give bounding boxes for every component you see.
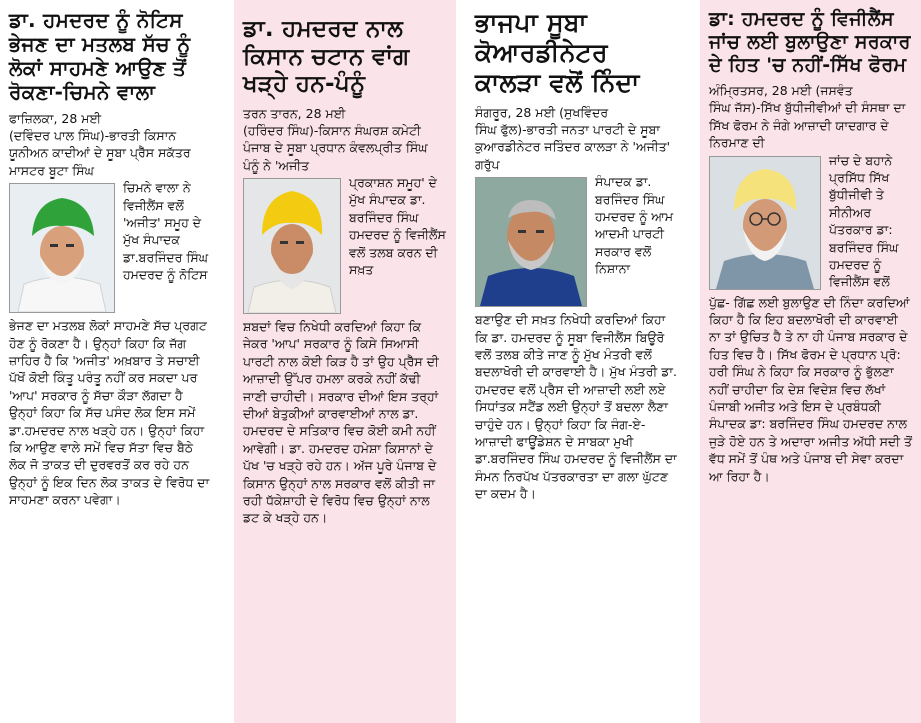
article-3-body: ਬਣਾਉਣ ਦੀ ਸਖ਼ਤ ਨਿਖੇਧੀ ਕਰਦਿਆਂ ਕਿਹਾ ਕਿ ਡਾ. ਹਮਦਰਦ ਨੂੰ ਸੂਬਾ ਵਿਜੀਲੈਂਸ ਬਿਊਰੋ ਵਲੋਂ ਤਲਬ ਕੀਤੇ ਜਾਣ ਨੂੰ ਮੁੱਖ ਮੰਤਰੀ ਵਲੋਂ ਬਦਲਾਖੋਰੀ ਦੀ ਕਾਰਵਾਈ ਹੈ। ਮੁੱਖ ਮੰਤਰੀ ਡਾ. ਹਮਦਰਦ ਵਲੋਂ ਪ੍ਰੈਸ ਦੀ ਆਜ਼ਾਦੀ ਲਈ ਲਏ ਸਿਧਾਂਤਕ ਸਟੈਂਡ ਲਈ ਉਨ੍ਹਾਂ ਤੋਂ ਬਦਲਾ ਲੈਣਾ ਚਾਹੁੰਦੇ ਹਨ। ਉਨ੍ਹਾਂ ਕਿਹਾ ਕਿ ਜੰਗ-ਏ-ਆਜ਼ਾਦੀ ਫਾਊਂਡੇਸ਼ਨ ਦੇ ਸਾਬਕਾ ਮੁਖੀ ਡਾ.ਬਰਜਿੰਦਰ ਸਿੰਘ ਹਮਦਰਦ ਨੂੰ ਵਿਜੀਲੈਂਸ ਦਾ ਸੰਮਨ ਨਿਰਪੱਖ ਪੱਤਰਕਾਰਤਾ ਦਾ ਗਲਾ ਘੁੱਟਣ ਦਾ ਕਦਮ ਹੈ। — [475, 312, 677, 502]
article-1-dateline: ਫਾਜ਼ਿਲਕਾ, 28 ਮਈ — [9, 111, 102, 126]
article-2 — [234, 0, 456, 723]
article-1 — [0, 0, 222, 723]
article-3-intro: ਸਿੰਘ ਫੁੱਲ)-ਭਾਰਤੀ ਜਨਤਾ ਪਾਰਟੀ ਦੇ ਸੂਬਾ ਕੁਆਰਡੀਨੇਟਰ ਜਤਿੰਦਰ ਕਾਲੜਾ ਨੇ 'ਅਜੀਤ' ਗਰੁੱਪ — [475, 122, 671, 172]
article-4 — [700, 0, 921, 723]
article-3-headline: ਭਾਜਪਾ ਸੂਬਾ ਕੋਆਰਡੀਨੇਟਰ ਕਾਲੜਾ ਵਲੋਂ ਨਿੰਦਾ — [475, 8, 640, 97]
article-2-headline: ਡਾ. ਹਮਦਰਦ ਨਾਲ ਕਿਸਾਨ ਚਟਾਨ ਵਾਂਗ ਖੜ੍ਹੇ ਹਨ-ਪੰਨੂੰ — [243, 16, 410, 98]
article-1-beside-photo: ਚਿਮਨੇ ਵਾਲਾ ਨੇ ਵਿਜੀਲੈਂਸ ਵਲੋਂ 'ਅਜੀਤ' ਸਮੂਹ ਦੇ ਮੁੱਖ ਸੰਪਾਦਕ ਡਾ.ਬਰਜਿੰਦਰ ਸਿੰਘ ਹਮਦਰਦ ਨੂੰ ਨੋਟਿਸ — [123, 180, 209, 283]
article-1-intro: (ਦਵਿੰਦਰ ਪਾਲ ਸਿੰਘ)-ਭਾਰਤੀ ਕਿਸਾਨ ਯੂਨੀਅਨ ਕਾਦੀਆਂ ਦੇ ਸੂਬਾ ਪ੍ਰੈੱਸ ਸਕੱਤਰ ਮਾਸਟਰ ਬੂਟਾ ਸਿੰਘ — [9, 128, 191, 178]
article-4-body: ਪੁੱਛ- ਗਿੱਛ ਲਈ ਬੁਲਾਉਣ ਦੀ ਨਿੰਦਾ ਕਰਦਿਆਂ ਕਿਹਾ ਹੈ ਕਿ ਇਹ ਬਦਲਾਖੋਰੀ ਦੀ ਕਾਰਵਾਈ ਨਾ ਤਾਂ ਉਚਿਤ ਹੈ ਤੇ ਨਾ ਹੀ ਪੰਜਾਬ ਸਰਕਾਰ ਦੇ ਹਿਤ ਵਿਚ ਹੈ। ਸਿੱਖ ਫੋਰਮ ਦੇ ਪ੍ਰਧਾਨ ਪ੍ਰੋ: ਹਰੀ ਸਿੰਘ ਨੇ ਕਿਹਾ ਕਿ ਸਰਕਾਰ ਨੂੰ ਭੁੱਲਣਾ ਨਹੀਂ ਚਾਹੀਦਾ ਕਿ ਦੇਸ਼ ਵਿਦੇਸ਼ ਵਿਚ ਲੱਖਾਂ ਪੰਜਾਬੀ ਅਜੀਤ ਅਤੇ ਇਸ ਦੇ ਪ੍ਰਬੰਧਕੀ ਸੰਪਾਦਕ ਡਾ: ਬਰਜਿੰਦਰ ਸਿੰਘ ਹਮਦਰਦ ਨਾਲ ਜੁੜੇ ਹੋਏ ਹਨ ਤੇ ਅਦਾਰਾ ਅਜੀਤ ਅੱਧੀ ਸਦੀ ਤੋਂ ਵੱਧ ਸਮੇਂ ਤੋਂ ਪੰਥ ਅਤੇ ਪੰਜਾਬ ਦੀ ਸੇਵਾ ਕਰਦਾ ਆ ਰਿਹਾ ਹੈ। — [709, 294, 912, 484]
article-2-intro: (ਹਰਿੰਦਰ ਸਿੰਘ)-ਕਿਸਾਨ ਸੰਘਰਸ਼ ਕਮੇਟੀ ਪੰਜਾਬ ਦੇ ਸੂਬਾ ਪ੍ਰਧਾਨ ਕੰਵਲਪ੍ਰੀਤ ਸਿੰਘ ਪੰਨੂੰ ਨੇ 'ਅਜੀਤ — [243, 122, 428, 173]
article-4-dateline: ਅੰਮ੍ਰਿਤਸਰ, 28 ਮਈ (ਜਸਵੰਤ — [709, 83, 853, 99]
article-4-photo — [709, 156, 821, 290]
article-3-photo — [475, 177, 587, 307]
article-3-dateline: ਸੰਗਰੂਰ, 28 ਮਈ (ਸੁਖਵਿੰਦਰ — [475, 105, 609, 120]
article-3-beside-photo: ਸੰਪਾਦਕ ਡਾ. ਬਰਜਿੰਦਰ ਸਿੰਘ ਹਮਦਰਦ ਨੂੰ ਆਮ ਆਦਮੀ ਪਾਰਟੀ ਸਰਕਾਰ ਵਲੋਂ ਨਿਸ਼ਾਨਾ — [595, 174, 674, 277]
article-2-photo — [243, 178, 341, 314]
article-4-headline: ਡਾ: ਹਮਦਰਦ ਨੂੰ ਵਿਜੀਲੈਂਸ ਜਾਂਚ ਲਈ ਬੁਲਾਉਣਾ ਸਰਕਾਰ ਦੇ ਹਿਤ 'ਚ ਨਹੀਂ-ਸਿੱਖ ਫੋਰਮ — [709, 8, 911, 76]
article-1-photo — [9, 183, 115, 313]
article-2-body: ਸ਼ਬਦਾਂ ਵਿਚ ਨਿਖੇਧੀ ਕਰਦਿਆਂ ਕਿਹਾ ਕਿ ਜੇਕਰ 'ਆਪ' ਸਰਕਾਰ ਨੂੰ ਕਿਸੇ ਸਿਆਸੀ ਪਾਰਟੀ ਨਾਲ ਕੋਈ ਕਿੜ ਹੈ ਤਾਂ ਉਹ ਪ੍ਰੈੱਸ ਦੀ ਆਜ਼ਾਦੀ ਉੱਪਰ ਹਮਲਾ ਕਰਕੇ ਨਹੀਂ ਕੱਢੀ ਜਾਣੀ ਚਾਹੀਦੀ। ਸਰਕਾਰ ਦੀਆਂ ਇਸ ਤਰ੍ਹਾਂ ਦੀਆਂ ਬੇਤੁਕੀਆਂ ਕਾਰਵਾਈਆਂ ਨਾਲ ਡਾ. ਹਮਦਰਦ ਦੇ ਸਤਿਕਾਰ ਵਿਚ ਕੋਈ ਕਮੀ ਨਹੀਂ ਆਵੇਗੀ। ਡਾ. ਹਮਦਰਦ ਹਮੇਸ਼ਾ ਕਿਸਾਨਾਂ ਦੇ ਪੱਖ 'ਚ ਖੜ੍ਹੇ ਰਹੇ ਹਨ। ਅੱਜ ਪੂਰੇ ਪੰਜਾਬ ਦੇ ਕਿਸਾਨ ਉਨ੍ਹਾਂ ਨਾਲ ਸਰਕਾਰ ਵਲੋਂ ਕੀਤੀ ਜਾ ਰਹੀ ਧੱਕੇਸ਼ਾਹੀ ਦੇ ਵਿਰੋਧ ਵਿਚ ਉਨ੍ਹਾਂ ਨਾਲ ਡਟ ਕੇ ਖੜ੍ਹੇ ਹਨ। — [243, 319, 439, 526]
article-3 — [466, 0, 688, 723]
article-2-beside-photo: ਪ੍ਰਕਾਸ਼ਨ ਸਮੂਹ' ਦੇ ਮੁੱਖ ਸੰਪਾਦਕ ਡਾ. ਬਰਜਿੰਦਰ ਸਿੰਘ ਹਮਦਰਦ ਨੂੰ ਵਿਜੀਲੈਂਸ ਵਲੋਂ ਤਲਬ ਕਰਨ ਦੀ ਸਖ਼ਤ — [349, 175, 446, 278]
article-1-headline: ਡਾ. ਹਮਦਰਦ ਨੂੰ ਨੋਟਿਸ ਭੇਜਣ ਦਾ ਮਤਲਬ ਸੱਚ ਨੂੰ ਲੋਕਾਂ ਸਾਹਮਣੇ ਆਉਣ ਤੋਂ ਰੋਕਣਾ-ਚਿਮਨੇ ਵਾਲਾ — [9, 8, 191, 104]
article-4-beside-photo: ਜਾਂਚ ਦੇ ਬਹਾਨੇ ਪ੍ਰਸਿੱਧ ਸਿੱਖ ਬੁੱਧੀਜੀਵੀ ਤੇ ਸੀਨੀਅਰ ਪੱਤਰਕਾਰ ਡਾ: ਬਰਜਿੰਦਰ ਸਿੰਘ ਹਮਦਰਦ ਨੂੰ ਵਿਜੀਲੈਂਸ ਵਲੋਂ — [829, 152, 899, 290]
article-4-intro: ਸਿੰਘ ਜੱਸ)-ਸਿੱਖ ਬੁੱਧੀਜੀਵੀਆਂ ਦੀ ਸੰਸਥਾ ਦਾ ਸਿੱਖ ਫੋਰਮ ਨੇ ਜੰਗੇ ਆਜ਼ਾਦੀ ਯਾਦਗਾਰ ਦੇ ਨਿਰਮਾਣ ਦੀ — [709, 100, 906, 151]
article-1-body: ਭੇਜਣ ਦਾ ਮਤਲਬ ਲੋਕਾਂ ਸਾਹਮਣੇ ਸੱਚ ਪ੍ਰਗਟ ਹੋਣ ਨੂੰ ਰੋਕਣਾ ਹੈ। ਉਨ੍ਹਾਂ ਕਿਹਾ ਕਿ ਜੱਗ ਜ਼ਾਹਿਰ ਹੈ ਕਿ 'ਅਜੀਤ' ਅਖ਼ਬਾਰ ਤੇ ਸਚਾਈ ਪੱਖੋਂ ਕੋਈ ਕਿੰਤੂ ਪਰੰਤੂ ਨਹੀਂ ਕਰ ਸਕਦਾ ਪਰ 'ਆਪ' ਸਰਕਾਰ ਨੂੰ ਸੱਚਾ ਕੌੜਾ ਲੱਗਦਾ ਹੈ ਉਨ੍ਹਾਂ ਕਿਹਾ ਕਿ ਸੱਚ ਪਸੰਦ ਲੋਕ ਇਸ ਸਮੇਂ ਡਾ.ਹਮਦਰਦ ਨਾਲ ਖੜ੍ਹੇ ਹਨ। ਉਨ੍ਹਾਂ ਕਿਹਾ ਕਿ ਆਉਣ ਵਾਲੇ ਸਮੇਂ ਵਿਚ ਸੱਤਾ ਵਿਚ ਬੈਠੇ ਲੋਕ ਜੋ ਤਾਕਤ ਦੀ ਦੁਰਵਰਤੋਂ ਕਰ ਰਹੇ ਹਨ ਉਨ੍ਹਾਂ ਨੂੰ ਇਕ ਦਿਨ ਲੋਕ ਤਾਕਤ ਦੇ ਵਿਰੋਧ ਦਾ ਸਾਹਮਣਾ ਕਰਨਾ ਪਵੇਗਾ। — [9, 318, 210, 508]
article-2-dateline: ਤਰਨ ਤਾਰਨ, 28 ਮਈ — [243, 105, 346, 121]
